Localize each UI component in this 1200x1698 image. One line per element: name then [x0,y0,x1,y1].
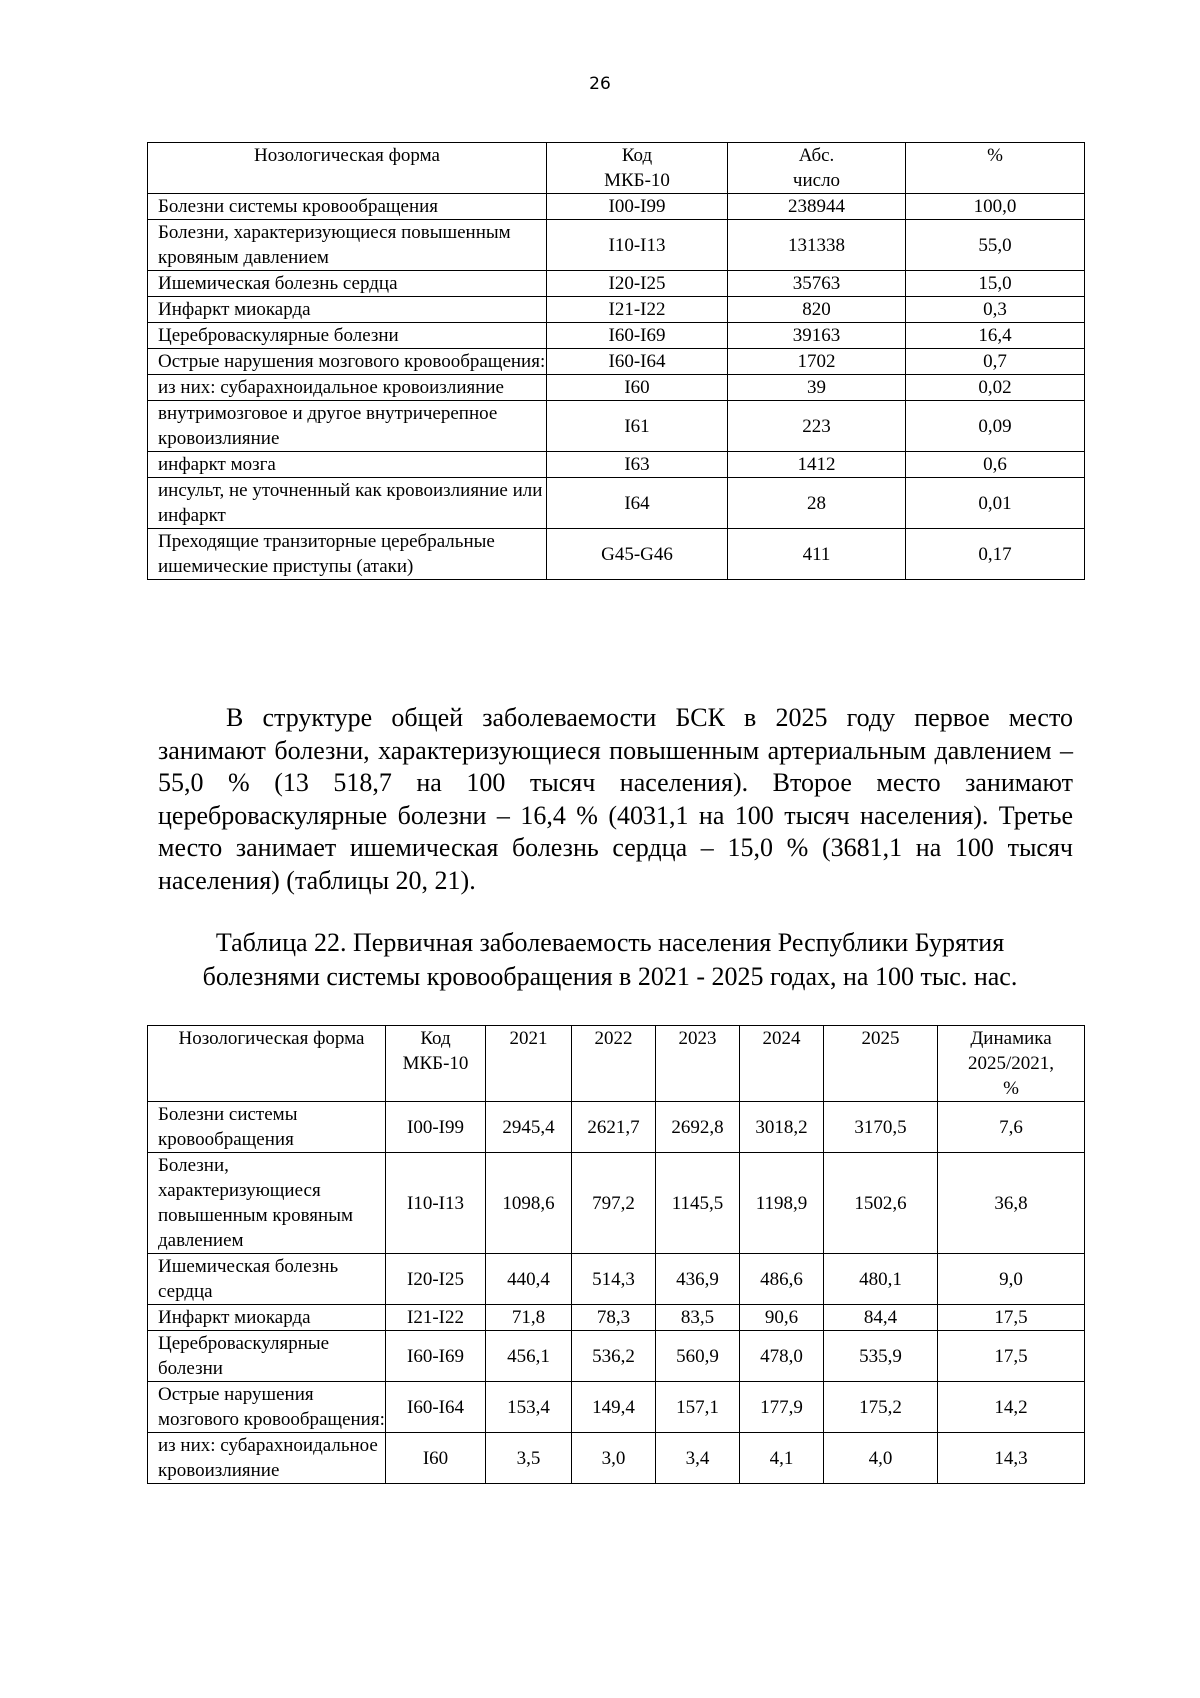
column-header-2023: 2023 [656,1026,740,1102]
cell-percent: 15,0 [906,271,1085,297]
cell-percent: 0,01 [906,478,1085,529]
table-row [148,401,1085,452]
cell-2024: 1198,9 [740,1153,824,1254]
cell-abs: 1412 [728,452,906,478]
cell-2023: 2692,8 [656,1102,740,1153]
cell-form: Болезни системы кровообращения [148,1102,386,1153]
cell-dynamics: 9,0 [938,1254,1085,1305]
cell-code: I20-I25 [386,1254,486,1305]
cell-percent: 0,02 [906,375,1085,401]
cell-2022: 536,2 [572,1331,656,1382]
cell-2023: 157,1 [656,1382,740,1433]
cell-code: I60-I69 [386,1331,486,1382]
cell-code: I60-I64 [386,1382,486,1433]
cell-2024: 177,9 [740,1382,824,1433]
cell-form: из них: субарахноидальное кровоизлияние [148,375,547,401]
cell-code: I00-I99 [547,194,728,220]
cell-2023: 83,5 [656,1305,740,1331]
cell-2025: 480,1 [824,1254,938,1305]
table-row [148,1433,1085,1484]
primary-morbidity-table [147,1025,1085,1484]
cell-percent: 0,7 [906,349,1085,375]
table-caption [130,926,1090,994]
cell-form: Преходящие транзиторные церебральные ишемические приступы (атаки) [148,529,547,580]
cell-2023: 1145,5 [656,1153,740,1254]
table-row [148,349,1085,375]
column-header-form: Нозологическая форма [148,143,547,194]
cell-code: I60 [547,375,728,401]
table-row [148,1153,1085,1254]
cell-2025: 4,0 [824,1433,938,1484]
cell-form: Инфаркт миокарда [148,1305,386,1331]
column-header-dynamics: Динамика 2025/2021, % [938,1026,1085,1102]
cell-dynamics: 7,6 [938,1102,1085,1153]
disease-structure-table [147,142,1085,580]
cell-2025: 535,9 [824,1331,938,1382]
table-row [148,452,1085,478]
cell-code: I61 [547,401,728,452]
table-header-row [148,143,1085,194]
cell-2025: 1502,6 [824,1153,938,1254]
cell-code: I20-I25 [547,271,728,297]
cell-code: I64 [547,478,728,529]
table-row [148,478,1085,529]
cell-dynamics: 17,5 [938,1331,1085,1382]
cell-2025: 84,4 [824,1305,938,1331]
cell-abs: 1702 [728,349,906,375]
cell-percent: 100,0 [906,194,1085,220]
cell-abs: 35763 [728,271,906,297]
cell-form: Цереброваскулярные болезни [148,323,547,349]
body-paragraph: В структуре общей заболеваемости БСК в 2025 году первое место занимают болезни, характеризующиеся повышенным артериальным давлением – 55,0 % (13 518,7 на 100 тысяч населения). Второе место занимают цереброваскулярные болезни – 16,4 % (4031,1 на 100 тысяч населения). Третье место занимает ишемическая болезнь сердца – 15,0 % (3681,1 на 100 тысяч населения) (таблицы 20, 21). [158,703,1073,895]
cell-form: из них: субарахноидальное кровоизлияние [148,1433,386,1484]
cell-2025: 175,2 [824,1382,938,1433]
table-row [148,220,1085,271]
table-row [148,323,1085,349]
cell-2023: 560,9 [656,1331,740,1382]
cell-dynamics: 14,3 [938,1433,1085,1484]
table-row [148,1102,1085,1153]
cell-2021: 3,5 [486,1433,572,1484]
cell-abs: 820 [728,297,906,323]
column-header-form: Нозологическая форма [148,1026,386,1102]
cell-dynamics: 14,2 [938,1382,1085,1433]
cell-abs: 39 [728,375,906,401]
cell-abs: 411 [728,529,906,580]
table-row [148,1331,1085,1382]
cell-2024: 478,0 [740,1331,824,1382]
cell-2021: 71,8 [486,1305,572,1331]
table-row [148,1382,1085,1433]
cell-abs: 39163 [728,323,906,349]
table-row [148,271,1085,297]
cell-2022: 2621,7 [572,1102,656,1153]
cell-2024: 90,6 [740,1305,824,1331]
cell-code: I60-I69 [547,323,728,349]
table-row [148,194,1085,220]
cell-2024: 486,6 [740,1254,824,1305]
cell-percent: 0,17 [906,529,1085,580]
cell-2021: 1098,6 [486,1153,572,1254]
table-row [148,1305,1085,1331]
cell-dynamics: 36,8 [938,1153,1085,1254]
table-row [148,529,1085,580]
cell-code: I60 [386,1433,486,1484]
column-header-2025: 2025 [824,1026,938,1102]
cell-form: Острые нарушения мозгового кровообращения: [148,349,547,375]
column-header-code: Код МКБ-10 [547,143,728,194]
cell-form: инсульт, не уточненный как кровоизлияние или инфаркт [148,478,547,529]
cell-code: G45-G46 [547,529,728,580]
caption-line-2: болезнями системы кровообращения в 2021 - 2025 годах, на 100 тыс. нас. [202,962,1018,991]
cell-percent: 0,3 [906,297,1085,323]
cell-code: I00-I99 [386,1102,486,1153]
column-header-2024: 2024 [740,1026,824,1102]
cell-dynamics: 17,5 [938,1305,1085,1331]
cell-code: I10-I13 [547,220,728,271]
cell-percent: 16,4 [906,323,1085,349]
table-row [148,1254,1085,1305]
table-header-row [148,1026,1085,1102]
cell-code: I10-I13 [386,1153,486,1254]
cell-2022: 797,2 [572,1153,656,1254]
table-row [148,375,1085,401]
cell-2025: 3170,5 [824,1102,938,1153]
cell-code: I63 [547,452,728,478]
cell-form: инфаркт мозга [148,452,547,478]
cell-percent: 0,09 [906,401,1085,452]
cell-form: Ишемическая болезнь сердца [148,1254,386,1305]
cell-form: Болезни, характеризующиеся повышенным кровяным давлением [148,220,547,271]
cell-2021: 440,4 [486,1254,572,1305]
cell-percent: 55,0 [906,220,1085,271]
cell-code: I60-I64 [547,349,728,375]
column-header-code: Код МКБ-10 [386,1026,486,1102]
cell-form: Болезни системы кровообращения [148,194,547,220]
cell-form: Ишемическая болезнь сердца [148,271,547,297]
cell-2021: 456,1 [486,1331,572,1382]
cell-2023: 436,9 [656,1254,740,1305]
page-number: 26 [589,74,611,94]
cell-2022: 514,3 [572,1254,656,1305]
cell-abs: 28 [728,478,906,529]
cell-form: Болезни, характеризующиеся повышенным кровяным давлением [148,1153,386,1254]
cell-2022: 149,4 [572,1382,656,1433]
column-header-abs: Абс. число [728,143,906,194]
cell-2021: 153,4 [486,1382,572,1433]
cell-percent: 0,6 [906,452,1085,478]
cell-form: Цереброваскулярные болезни [148,1331,386,1382]
cell-form: внутримозговое и другое внутричерепное кровоизлияние [148,401,547,452]
cell-form: Острые нарушения мозгового кровообращения: [148,1382,386,1433]
cell-2024: 4,1 [740,1433,824,1484]
column-header-2022: 2022 [572,1026,656,1102]
column-header-percent: % [906,143,1085,194]
table-row [148,297,1085,323]
cell-code: I21-I22 [386,1305,486,1331]
caption-line-1: Таблица 22. Первичная заболеваемость населения Республики Бурятия [215,928,1005,957]
cell-abs: 223 [728,401,906,452]
cell-abs: 238944 [728,194,906,220]
cell-2022: 78,3 [572,1305,656,1331]
cell-abs: 131338 [728,220,906,271]
column-header-2021: 2021 [486,1026,572,1102]
cell-2022: 3,0 [572,1433,656,1484]
cell-2021: 2945,4 [486,1102,572,1153]
cell-2024: 3018,2 [740,1102,824,1153]
cell-form: Инфаркт миокарда [148,297,547,323]
cell-2023: 3,4 [656,1433,740,1484]
cell-code: I21-I22 [547,297,728,323]
